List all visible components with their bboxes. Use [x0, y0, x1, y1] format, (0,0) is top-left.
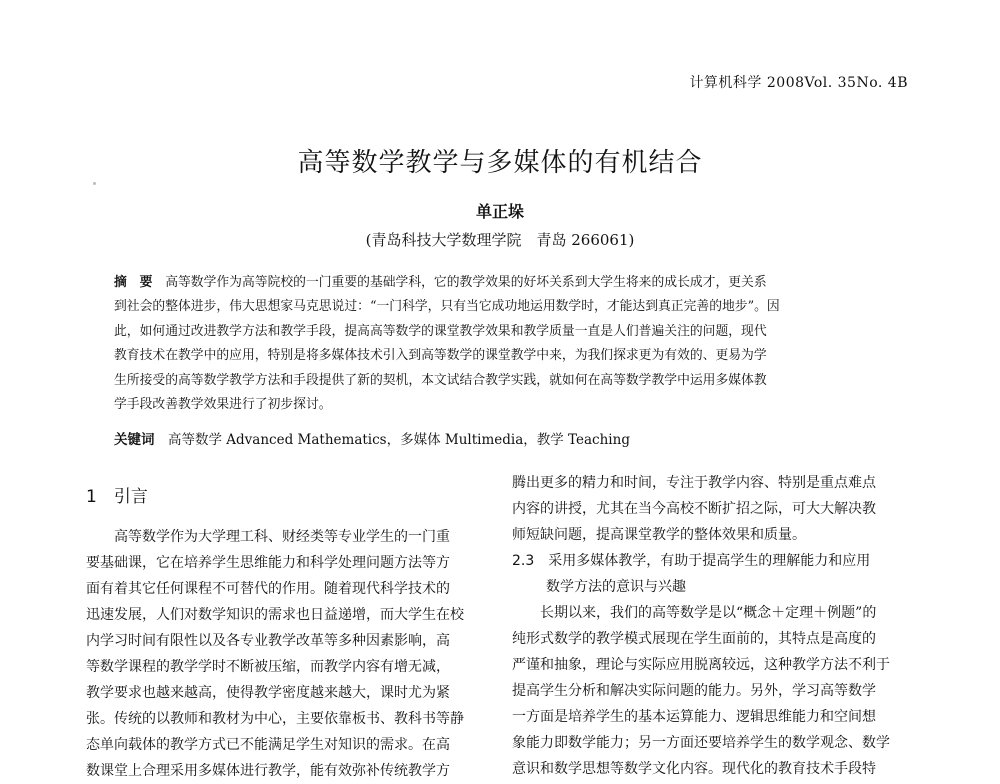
keywords-label: 关键词	[114, 432, 155, 448]
body-line: 等数学课程的教学学时不断被压缩，而教学内容有增无减，	[86, 659, 450, 675]
body-line: 内学习时间有限性以及各专业教学改革等多种因素影响，高	[86, 633, 450, 649]
abstract-line: 此，如何通过改进教学方法和教学手段，提高高等数学的课堂教学效果和教学质量一直是人们普遍关注的问题，现代	[114, 323, 767, 339]
body-line: 长期以来，我们的高等数学是以“概念＋定理＋例题”的	[540, 605, 877, 621]
body-line: 张。传统的以教师和教材为中心，主要依靠板书、教科书等静	[86, 711, 464, 727]
body-line: 迅速发展，人们对数学知识的需求也日益递增，而大学生在校	[86, 607, 464, 623]
body-line: 严谨和抽象，理论与实际应用脱离较远，这种教学方法不利于	[512, 657, 890, 673]
body-line: 师短缺问题，提高课堂教学的整体效果和质量。	[512, 527, 806, 543]
abstract-text: 高等数学作为高等院校的一门重要的基础学科，它的教学效果的好坏关系到大学生将来的成长成才，更关系	[165, 275, 767, 290]
journal-header: 计算机科学 2008Vol. 35No. 4B	[689, 75, 908, 91]
body-line: 要基础课，它在培养学生思维能力和科学处理问题方法等方	[86, 555, 450, 571]
body-line: 腾出更多的精力和时间，专注于教学内容、特别是重点难点	[512, 475, 876, 491]
subsection-heading-cont: 数学方法的意识与兴趣	[546, 579, 686, 595]
body-line: 教学要求也越来越高，使得教学密度越来越大，课时尤为紧	[86, 685, 450, 701]
abstract-line	[114, 270, 886, 294]
subsection-heading: 2.3 采用多媒体教学，有助于提高学生的理解能力和应用	[512, 553, 871, 569]
body-line: 高等数学作为大学理工科、财经类等专业学生的一门重	[114, 529, 450, 545]
abstract-line: 生所接受的高等数学教学方法和手段提供了新的契机，本文试结合教学实践，就如何在高等数学教学中运用多媒体教	[114, 372, 767, 388]
right-column	[512, 470, 900, 782]
body-line: 面有着其它任何课程不可替代的作用。随着现代科学技术的	[86, 581, 450, 597]
body-line: 一方面是培养学生的基本运算能力、逻辑思维能力和空间想	[512, 709, 876, 725]
body-line: 纯形式数学的教学模式展现在学生面前的，其特点是高度的	[512, 631, 876, 647]
abstract	[114, 270, 886, 416]
body-line: 态单向载体的教学方式已不能满足学生对知识的需求。在高	[86, 737, 450, 753]
body-line: 提高学生分析和解决实际问题的能力。另外，学习高等数学	[512, 683, 876, 699]
keywords	[114, 428, 630, 448]
body-line: 意识和数学思想等数学文化内容。现代化的教育技术手段特	[512, 761, 876, 777]
scan-speck	[93, 182, 96, 185]
author-name: 单正垛	[475, 202, 524, 221]
abstract-line: 到社会的整体进步，伟大思想家马克思说过：“一门科学，只有当它成功地运用数学时，才能达到真正完善的地步”。因	[114, 299, 780, 315]
author-affiliation: (青岛科技大学数理学院 青岛 266061)	[365, 231, 635, 249]
keywords-text: 高等数学 Advanced Mathematics，多媒体 Multimedia，教学 Teaching	[168, 432, 630, 448]
abstract-label: 摘 要	[114, 275, 153, 290]
body-line: 象能力即数学能力；另一方面还要培养学生的数学观念、数学	[512, 735, 890, 751]
body-line: 数课堂上合理采用多媒体进行教学，能有效弥补传统教学方	[86, 763, 450, 779]
paper-title: 高等数学教学与多媒体的有机结合	[297, 148, 703, 178]
section-heading: 1 引言	[86, 487, 148, 507]
abstract-line: 学手段改善教学效果进行了初步探讨。	[114, 396, 332, 412]
left-column	[86, 470, 474, 784]
body-line: 内容的讲授，尤其在当今高校不断扩招之际，可大大解决教	[512, 501, 876, 517]
abstract-line: 教育技术在教学中的应用，特别是将多媒体技术引入到高等数学的课堂教学中来，为我们探求更为有效的、更易为学	[114, 348, 767, 364]
